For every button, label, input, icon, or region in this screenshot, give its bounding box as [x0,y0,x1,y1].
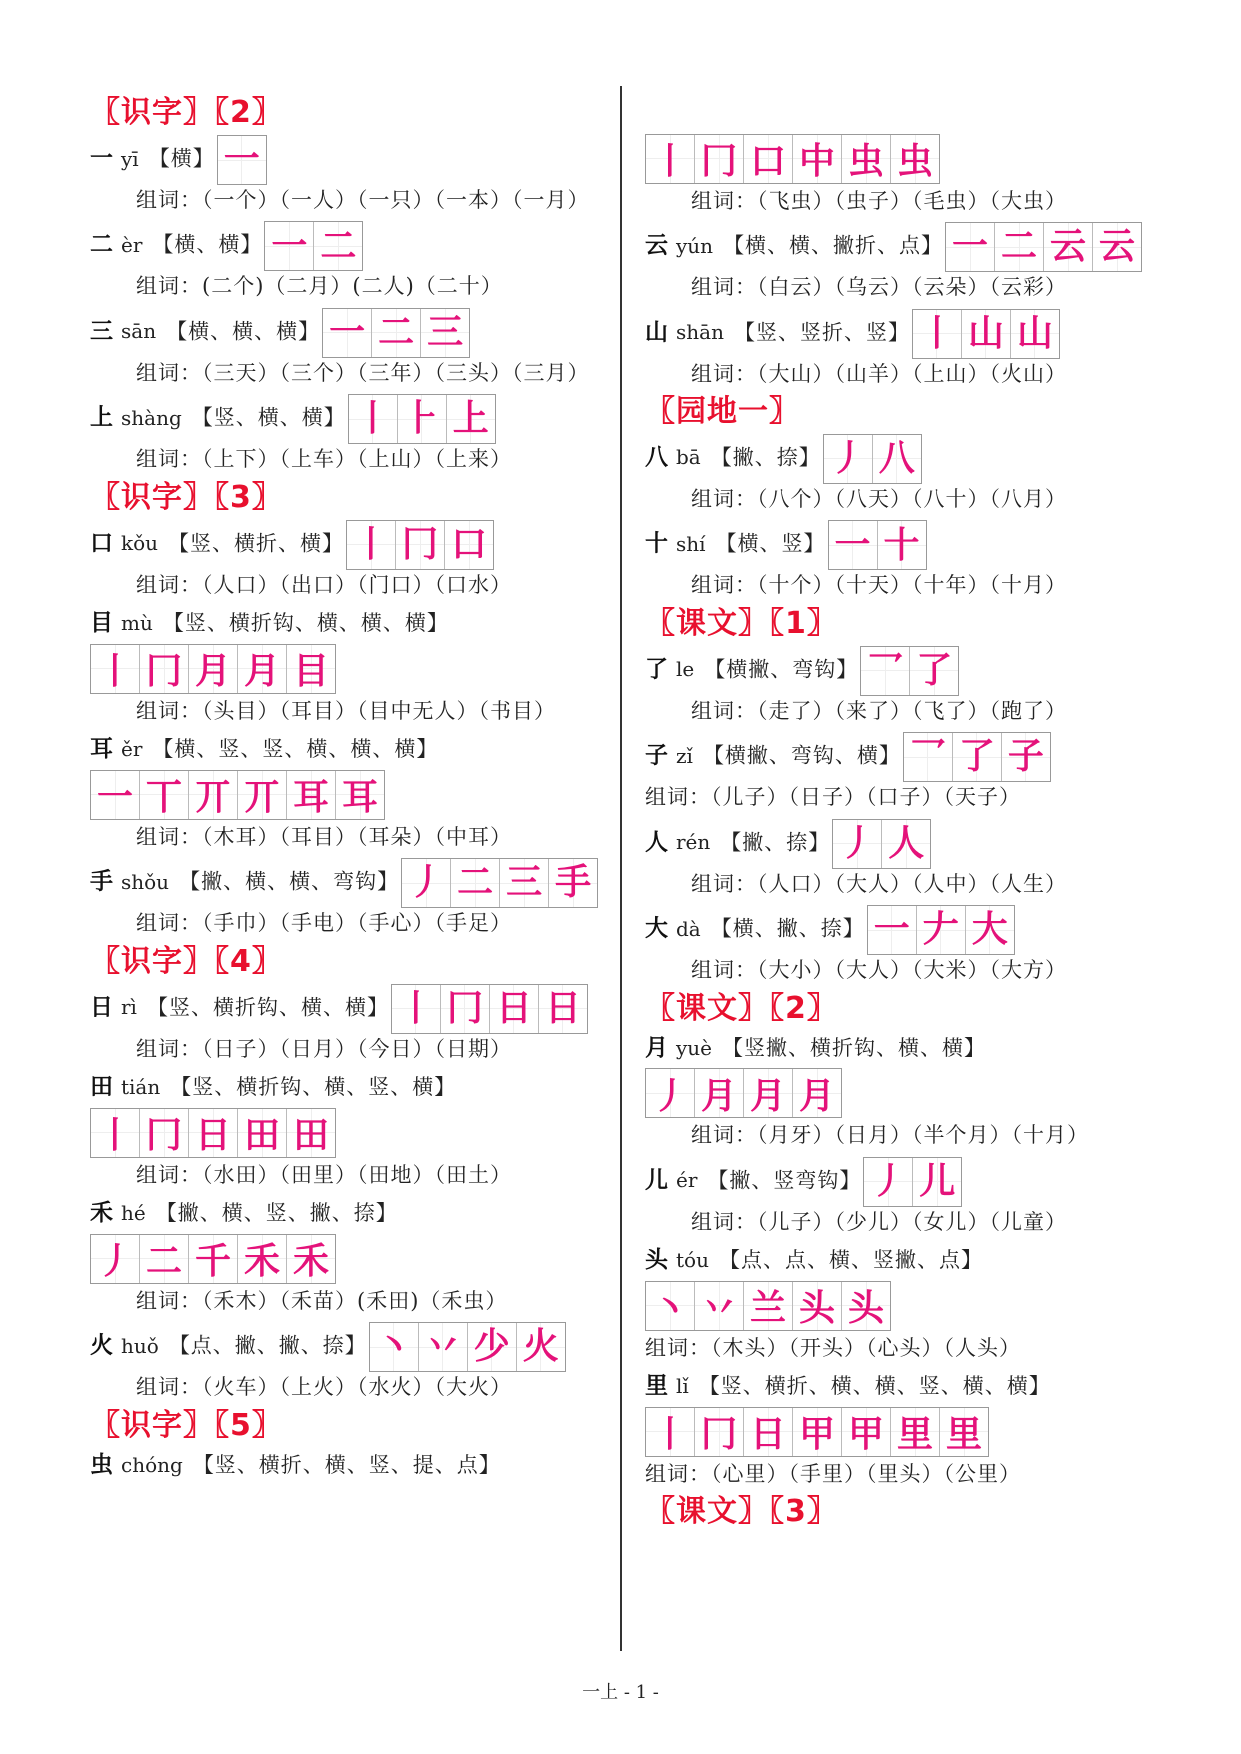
character: 上 [90,404,113,431]
stroke-step: 二 [451,859,500,907]
stroke-order: 【横撇、弯钩、横】 [702,743,901,768]
character-entry [645,434,1155,514]
stroke-step: 一 [91,771,140,819]
pinyin: shǒu [121,869,170,894]
character-entry [645,309,1155,389]
stroke-grid [369,1322,566,1372]
stroke-order: 【竖、横折钩、横、横】 [146,995,389,1020]
stroke-grid [217,135,267,185]
stroke-order: 【撇、竖弯钩】 [707,1168,862,1193]
character: 日 [90,994,113,1021]
stroke-grid [645,1281,891,1331]
entry-head [90,1322,605,1372]
stroke-step: 了 [910,647,958,695]
character-entry [645,819,1155,899]
stroke-step: 日 [539,985,587,1033]
stroke-step: 一 [265,222,314,270]
entry-head [90,606,605,642]
stroke-step: 山 [962,310,1011,358]
stroke-grid [264,221,363,271]
stroke-order: 【点、点、横、竖撇、点】 [718,1248,983,1273]
stroke-step: 目 [287,645,335,693]
stroke-step: 冂 [695,135,744,183]
stroke-grid [90,1108,336,1158]
stroke-step: 火 [517,1323,565,1371]
word-list: 组词：（水田）（田里）（田地）（田土） [136,1162,512,1187]
word-list: 组词：（十个）（十天）（十年）（十月） [691,573,1067,598]
section-heading: 〖课文〗〖1〗 [645,605,838,641]
word-list: 组词：（月牙）（日月）（半个月）（十月） [691,1123,1089,1148]
character-entry [90,858,605,938]
pinyin: tóu [676,1248,709,1273]
character-entry [645,905,1155,985]
stroke-grid [322,308,470,358]
stroke-step: 丨 [646,135,695,183]
stroke-order: 【横、竖、竖、横、横、横】 [152,737,439,762]
entry-head [645,520,1155,570]
pinyin: shàng [121,405,182,430]
character: 了 [645,656,668,683]
word-list: 组词：（八个）（八天）（八十）（八月） [691,486,1067,511]
stroke-step: 禾 [287,1235,335,1283]
stroke-step: 云 [1093,223,1141,271]
character: 一 [90,145,113,172]
stroke-step: 一 [829,521,878,569]
entry-head [645,1369,1155,1405]
pinyin: dà [676,916,701,941]
stroke-grid [90,1234,336,1284]
entry-head [645,1031,1155,1067]
character-entry [645,1157,1155,1237]
stroke-step: 丅 [140,771,189,819]
page-number: 一上 - 1 - [582,1682,659,1703]
stroke-step: 十 [878,521,926,569]
pinyin: lǐ [676,1374,689,1399]
character: 里 [645,1373,668,1400]
right-column [645,96,1155,1534]
stroke-grid [401,858,598,908]
word-list: 组词：（日子）（日月）（今日）（日期） [136,1036,512,1061]
stroke-step: 儿 [913,1158,961,1206]
stroke-step: 山 [1011,310,1059,358]
word-list: 组词：（走了）（来了）（飞了）（跑了） [691,698,1067,723]
entry-head [90,221,605,271]
entry-head [90,520,605,570]
stroke-step: 丷 [419,1323,468,1371]
stroke-step: 丿 [864,1158,913,1206]
stroke-step: 二 [140,1235,189,1283]
stroke-order: 【竖、横折、横、竖、提、点】 [192,1452,501,1477]
character: 云 [645,232,668,259]
character-entry [645,646,1155,726]
character: 八 [645,444,668,471]
stroke-step: 冂 [695,1408,744,1456]
word-list: 组词：（大小）（大人）（大米）（大方） [691,958,1067,983]
entry-head [645,96,1155,132]
entry-head [90,1196,605,1232]
section-heading: 〖园地一〗 [645,393,800,429]
stroke-step: 八 [873,435,921,483]
word-list: 组词：（木头）（开头）（心头）（人头） [645,1335,1021,1360]
pinyin: sān [121,319,157,344]
pinyin: mù [121,611,153,636]
character-entry [90,1322,605,1402]
pinyin: hé [121,1201,146,1226]
stroke-order: 【竖、竖折、竖】 [733,320,910,345]
character-entry [90,732,605,852]
stroke-step: 田 [238,1109,287,1157]
character-entry [645,732,1155,812]
entry-head [90,1448,605,1484]
character-entry [90,520,605,600]
entry-head [645,222,1155,272]
pinyin: le [676,657,695,682]
character: 大 [645,915,668,942]
stroke-step: 兰 [744,1282,793,1330]
character-entry [90,1448,605,1484]
stroke-order: 【点、撇、撇、捺】 [168,1333,367,1358]
stroke-step: 丨 [91,1109,140,1157]
stroke-step: 头 [793,1282,842,1330]
character-entry [645,222,1155,302]
stroke-order: 【撇、横、竖、撇、捺】 [155,1201,398,1226]
character-entry [645,96,1155,216]
section-heading: 〖识字〗〖3〗 [90,479,283,515]
stroke-step: 月 [744,1069,793,1117]
character: 三 [90,318,113,345]
stroke-step: 丿 [402,859,451,907]
stroke-step: 虫 [891,135,939,183]
character: 二 [90,231,113,258]
stroke-step: 里 [940,1408,988,1456]
word-list: 组词：（大山）（山羊）（上山）（火山） [691,361,1067,386]
stroke-order: 【横、撇、捺】 [710,916,865,941]
pinyin: kǒu [121,531,159,556]
stroke-step: 云 [1044,223,1093,271]
word-list: 组词：（上下）（上车）（上山）（上来） [136,447,512,472]
stroke-grid [391,984,588,1034]
stroke-step: 手 [549,859,597,907]
stroke-step: 少 [468,1323,517,1371]
stroke-order: 【撇、横、横、弯钩】 [179,869,400,894]
character: 十 [645,530,668,557]
stroke-step: 𠂇 [917,906,966,954]
stroke-order: 【竖撇、横折钩、横、横】 [722,1035,987,1060]
stroke-step: 大 [966,906,1014,954]
stroke-grid [912,309,1060,359]
character-entry [645,520,1155,600]
stroke-step: 乛 [861,647,910,695]
character-entry [90,308,605,388]
stroke-order: 【横】 [148,146,215,171]
stroke-grid [645,1407,989,1457]
stroke-step: 月 [189,645,238,693]
pinyin: yī [121,146,139,171]
stroke-step: 二 [372,309,421,357]
stroke-step: 子 [1002,733,1050,781]
character: 耳 [90,736,113,763]
stroke-step: 丨 [646,1408,695,1456]
character: 山 [645,319,668,346]
stroke-step: 口 [744,135,793,183]
pinyin: rén [676,830,711,855]
character-entry [90,1070,605,1190]
stroke-step: 丌 [238,771,287,819]
entry-head [645,309,1155,359]
entry-head [645,1243,1155,1279]
word-list: 组词：（手巾）（手电）（手心）（手足） [136,911,512,936]
word-list: 组词：（白云）（乌云）（云朵）（云彩） [691,275,1067,300]
stroke-order: 【竖、横折、横】 [168,531,345,556]
section-heading: 〖识字〗〖5〗 [90,1407,283,1443]
word-list: 组词：（一个）（一人）（一只）（一本）（一月） [136,188,590,212]
stroke-step: 一 [946,223,995,271]
stroke-step: 甲 [842,1408,891,1456]
stroke-grid [90,644,336,694]
column-divider [620,86,622,1651]
stroke-order: 【横、竖】 [715,531,826,556]
entry-head [90,135,605,185]
stroke-order: 【竖、横、横】 [191,405,346,430]
entry-head [90,308,605,358]
stroke-step: 丨 [347,521,396,569]
pinyin: rì [121,995,137,1020]
pinyin: bā [676,445,701,470]
stroke-step: 耳 [336,771,384,819]
character: 田 [90,1074,113,1101]
stroke-grid [645,1068,842,1118]
stroke-step: 冂 [140,1109,189,1157]
pinyin: chóng [121,1452,183,1477]
stroke-step: 日 [189,1109,238,1157]
stroke-step: 三 [500,859,549,907]
stroke-step: 头 [842,1282,890,1330]
pinyin: ěr [121,737,143,762]
character-entry [90,221,605,301]
entry-head [90,858,605,908]
word-list: 组词：（人口）（大人）（人中）（人生） [691,871,1067,896]
stroke-order: 【横、横、撇折、点】 [723,233,944,258]
entry-head [645,434,1155,484]
character: 禾 [90,1200,113,1227]
stroke-step: 乛 [904,733,953,781]
stroke-step: 口 [445,521,493,569]
entry-head [645,1157,1155,1207]
stroke-step: 冂 [441,985,490,1033]
stroke-grid [860,646,959,696]
stroke-step: 虫 [842,135,891,183]
character: 头 [645,1247,668,1274]
stroke-step: 丶 [370,1323,419,1371]
section-heading: 〖识字〗〖2〗 [90,95,283,130]
stroke-step: 丌 [189,771,238,819]
stroke-grid [945,222,1142,272]
stroke-step: 甲 [793,1408,842,1456]
character: 子 [645,742,668,769]
stroke-order: 【撇、捺】 [710,445,821,470]
pinyin: huǒ [121,1333,159,1358]
stroke-step: 丿 [646,1069,695,1117]
pinyin: shān [676,320,724,345]
stroke-step: ⺊ [398,395,447,443]
stroke-step: 二 [314,222,362,270]
pinyin: yuè [676,1035,713,1060]
character: 虫 [90,1451,113,1478]
stroke-order: 【竖、横折、横、横、竖、横、横】 [698,1374,1051,1399]
stroke-step: 中 [793,135,842,183]
character: 口 [90,530,113,557]
character-entry [645,1243,1155,1363]
character: 人 [645,829,668,856]
pinyin: tián [121,1075,161,1100]
stroke-step: 三 [421,309,469,357]
stroke-step: 日 [744,1408,793,1456]
stroke-order: 【竖、横折钩、横、横、横】 [162,611,449,636]
stroke-order: 【横、横】 [152,232,263,257]
stroke-step: 里 [891,1408,940,1456]
section-heading: 〖课文〗〖3〗 [645,1494,838,1530]
character-entry [645,1369,1155,1489]
stroke-order: 【横、横、横】 [166,319,321,344]
word-list: 组词：（飞虫）（虫子）（毛虫）（大虫） [691,188,1067,213]
stroke-grid [867,905,1015,955]
stroke-step: 千 [189,1235,238,1283]
entry-head [90,984,605,1034]
character-entry [90,1196,605,1316]
word-list: 组词：（人口）（出口）（门口）（口水） [136,572,512,597]
character: 月 [645,1034,668,1061]
pinyin: èr [121,232,143,257]
stroke-step: 丿 [824,435,873,483]
stroke-step: 丨 [91,645,140,693]
character: 火 [90,1332,113,1359]
entry-head [645,732,1155,782]
word-list: 组词：（三天）（三个）（三年）（三头）（三月） [136,360,590,385]
word-list: 组词：（儿子）（日子）（口子）（天子） [645,785,1021,810]
entry-head [90,732,605,768]
stroke-step: 丨 [349,395,398,443]
stroke-step: 一 [323,309,372,357]
word-list: 组词：(二个)（二月）(二人)（二十） [136,274,503,299]
stroke-step: 一 [868,906,917,954]
character-entry [645,1031,1155,1151]
character: 儿 [645,1167,668,1194]
stroke-grid [832,819,931,869]
stroke-grid [645,134,940,184]
stroke-grid [348,394,496,444]
pinyin: yún [676,233,714,258]
pinyin: ér [676,1168,698,1193]
character-entry [90,394,605,474]
stroke-grid [823,434,922,484]
stroke-step: 丷 [695,1282,744,1330]
character: 目 [90,610,113,637]
stroke-step: 丿 [833,820,882,868]
stroke-grid [863,1157,962,1207]
stroke-step: 人 [882,820,930,868]
stroke-order: 【横撇、弯钩】 [704,657,859,682]
stroke-step: 丿 [91,1235,140,1283]
stroke-step: 丨 [913,310,962,358]
stroke-step: 一 [218,136,266,184]
entry-head [645,905,1155,955]
stroke-step: 田 [287,1109,335,1157]
word-list: 组词：（禾木）（禾苗）(禾田)（禾虫） [136,1288,508,1313]
pinyin: zǐ [676,743,693,768]
stroke-grid [903,732,1051,782]
section-heading: 〖课文〗〖2〗 [645,990,838,1026]
left-column [90,96,605,1489]
word-list: 组词：（火车）（上火）（水火）（大火） [136,1375,512,1400]
word-list: 组词：（头目）（耳目）（目中无人）（书目） [136,698,556,723]
word-list: 组词：（儿子）（少儿）（女儿）（儿童） [691,1209,1067,1234]
word-list: 组词：（木耳）（耳目）（耳朵）（中耳） [136,824,512,849]
stroke-step: 丶 [646,1282,695,1330]
stroke-grid [90,770,385,820]
entry-head [90,394,605,444]
stroke-step: 冂 [396,521,445,569]
character-entry [90,984,605,1064]
entry-head [645,819,1155,869]
section-heading: 〖识字〗〖4〗 [90,943,283,979]
stroke-grid [828,520,927,570]
stroke-step: 月 [238,645,287,693]
entry-head [645,646,1155,696]
character: 手 [90,868,113,895]
stroke-order: 【竖、横折钩、横、竖、横】 [170,1075,457,1100]
stroke-step: 冂 [140,645,189,693]
stroke-step: 耳 [287,771,336,819]
character-entry [90,135,605,215]
entry-head [90,1070,605,1106]
pinyin: shí [676,531,706,556]
stroke-step: 月 [793,1069,841,1117]
stroke-step: 二 [995,223,1044,271]
stroke-step: 日 [490,985,539,1033]
stroke-step: 上 [447,395,495,443]
stroke-step: 丨 [392,985,441,1033]
stroke-step: 了 [953,733,1002,781]
character-entry [90,606,605,726]
word-list: 组词：（心里）（手里）（里头）（公里） [645,1461,1021,1486]
stroke-grid [346,520,494,570]
stroke-step: 禾 [238,1235,287,1283]
stroke-order: 【撇、捺】 [720,830,831,855]
stroke-step: 月 [695,1069,744,1117]
